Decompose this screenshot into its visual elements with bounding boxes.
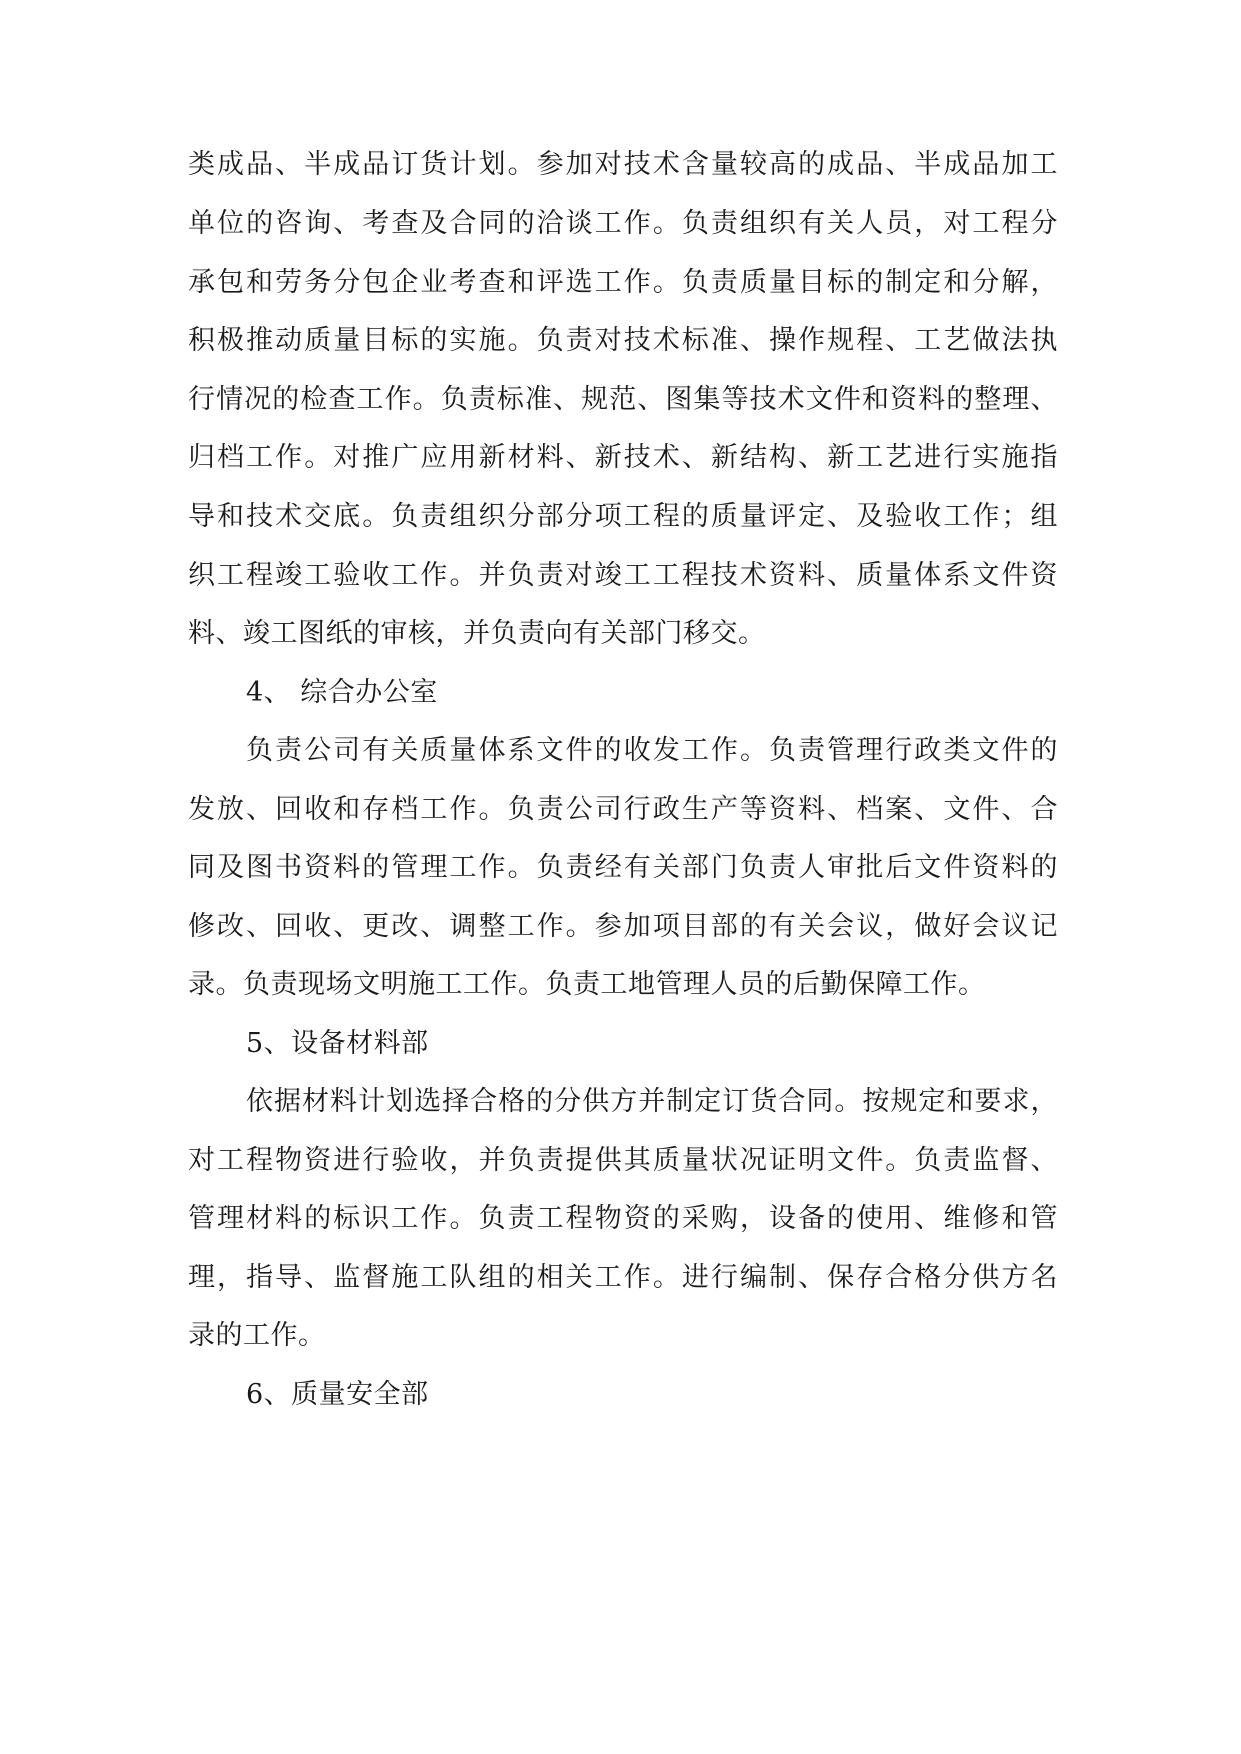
body-text-line: 积极推动质量目标的实施。负责对技术标准、操作规程、工艺做法执 <box>188 325 1058 356</box>
section-heading: 4、 综合办公室 <box>246 677 438 708</box>
body-text-line: 同及图书资料的管理工作。负责经有关部门负责人审批后文件资料的 <box>188 852 1058 883</box>
body-text-line: 类成品、半成品订货计划。参加对技术含量较高的成品、半成品加工 <box>188 149 1058 180</box>
body-text-line: 录。负责现场文明施工工作。负责工地管理人员的后勤保障工作。 <box>188 969 986 1000</box>
body-text-line: 导和技术交底。负责组织分部分项工程的质量评定、及验收工作；组 <box>188 501 1058 532</box>
body-text-line: 织工程竣工验收工作。并负责对竣工工程技术资料、质量体系文件资 <box>188 560 1058 591</box>
body-text-line: 单位的咨询、考查及合同的洽谈工作。负责组织有关人员，对工程分 <box>188 208 1058 239</box>
body-text-line: 理，指导、监督施工队组的相关工作。进行编制、保存合格分供方名 <box>188 1262 1058 1293</box>
body-text-line: 归档工作。对推广应用新材料、新技术、新结构、新工艺进行实施指 <box>188 442 1058 473</box>
section-heading: 6、质量安全部 <box>246 1379 429 1410</box>
body-text-line: 负责公司有关质量体系文件的收发工作。负责管理行政类文件的 <box>246 735 1058 766</box>
body-text-line: 管理材料的标识工作。负责工程物资的采购，设备的使用、维修和管 <box>188 1203 1058 1234</box>
body-text-line: 行情况的检查工作。负责标准、规范、图集等技术文件和资料的整理、 <box>188 384 1058 415</box>
body-text-line: 承包和劳务分包企业考查和评选工作。负责质量目标的制定和分解， <box>188 267 1058 298</box>
body-text-line: 依据材料计划选择合格的分供方并制定订货合同。按规定和要求， <box>246 1086 1058 1117</box>
body-text-line: 对工程物资进行验收，并负责提供其质量状况证明文件。负责监督、 <box>188 1145 1058 1176</box>
body-text-line: 料、竣工图纸的审核，并负责向有关部门移交。 <box>188 618 766 649</box>
body-text-line: 录的工作。 <box>188 1320 326 1351</box>
body-text-line: 发放、回收和存档工作。负责公司行政生产等资料、档案、文件、合 <box>188 794 1058 825</box>
section-heading: 5、设备材料部 <box>246 1028 429 1059</box>
body-text-line: 修改、回收、更改、调整工作。参加项目部的有关会议，做好会议记 <box>188 911 1058 942</box>
